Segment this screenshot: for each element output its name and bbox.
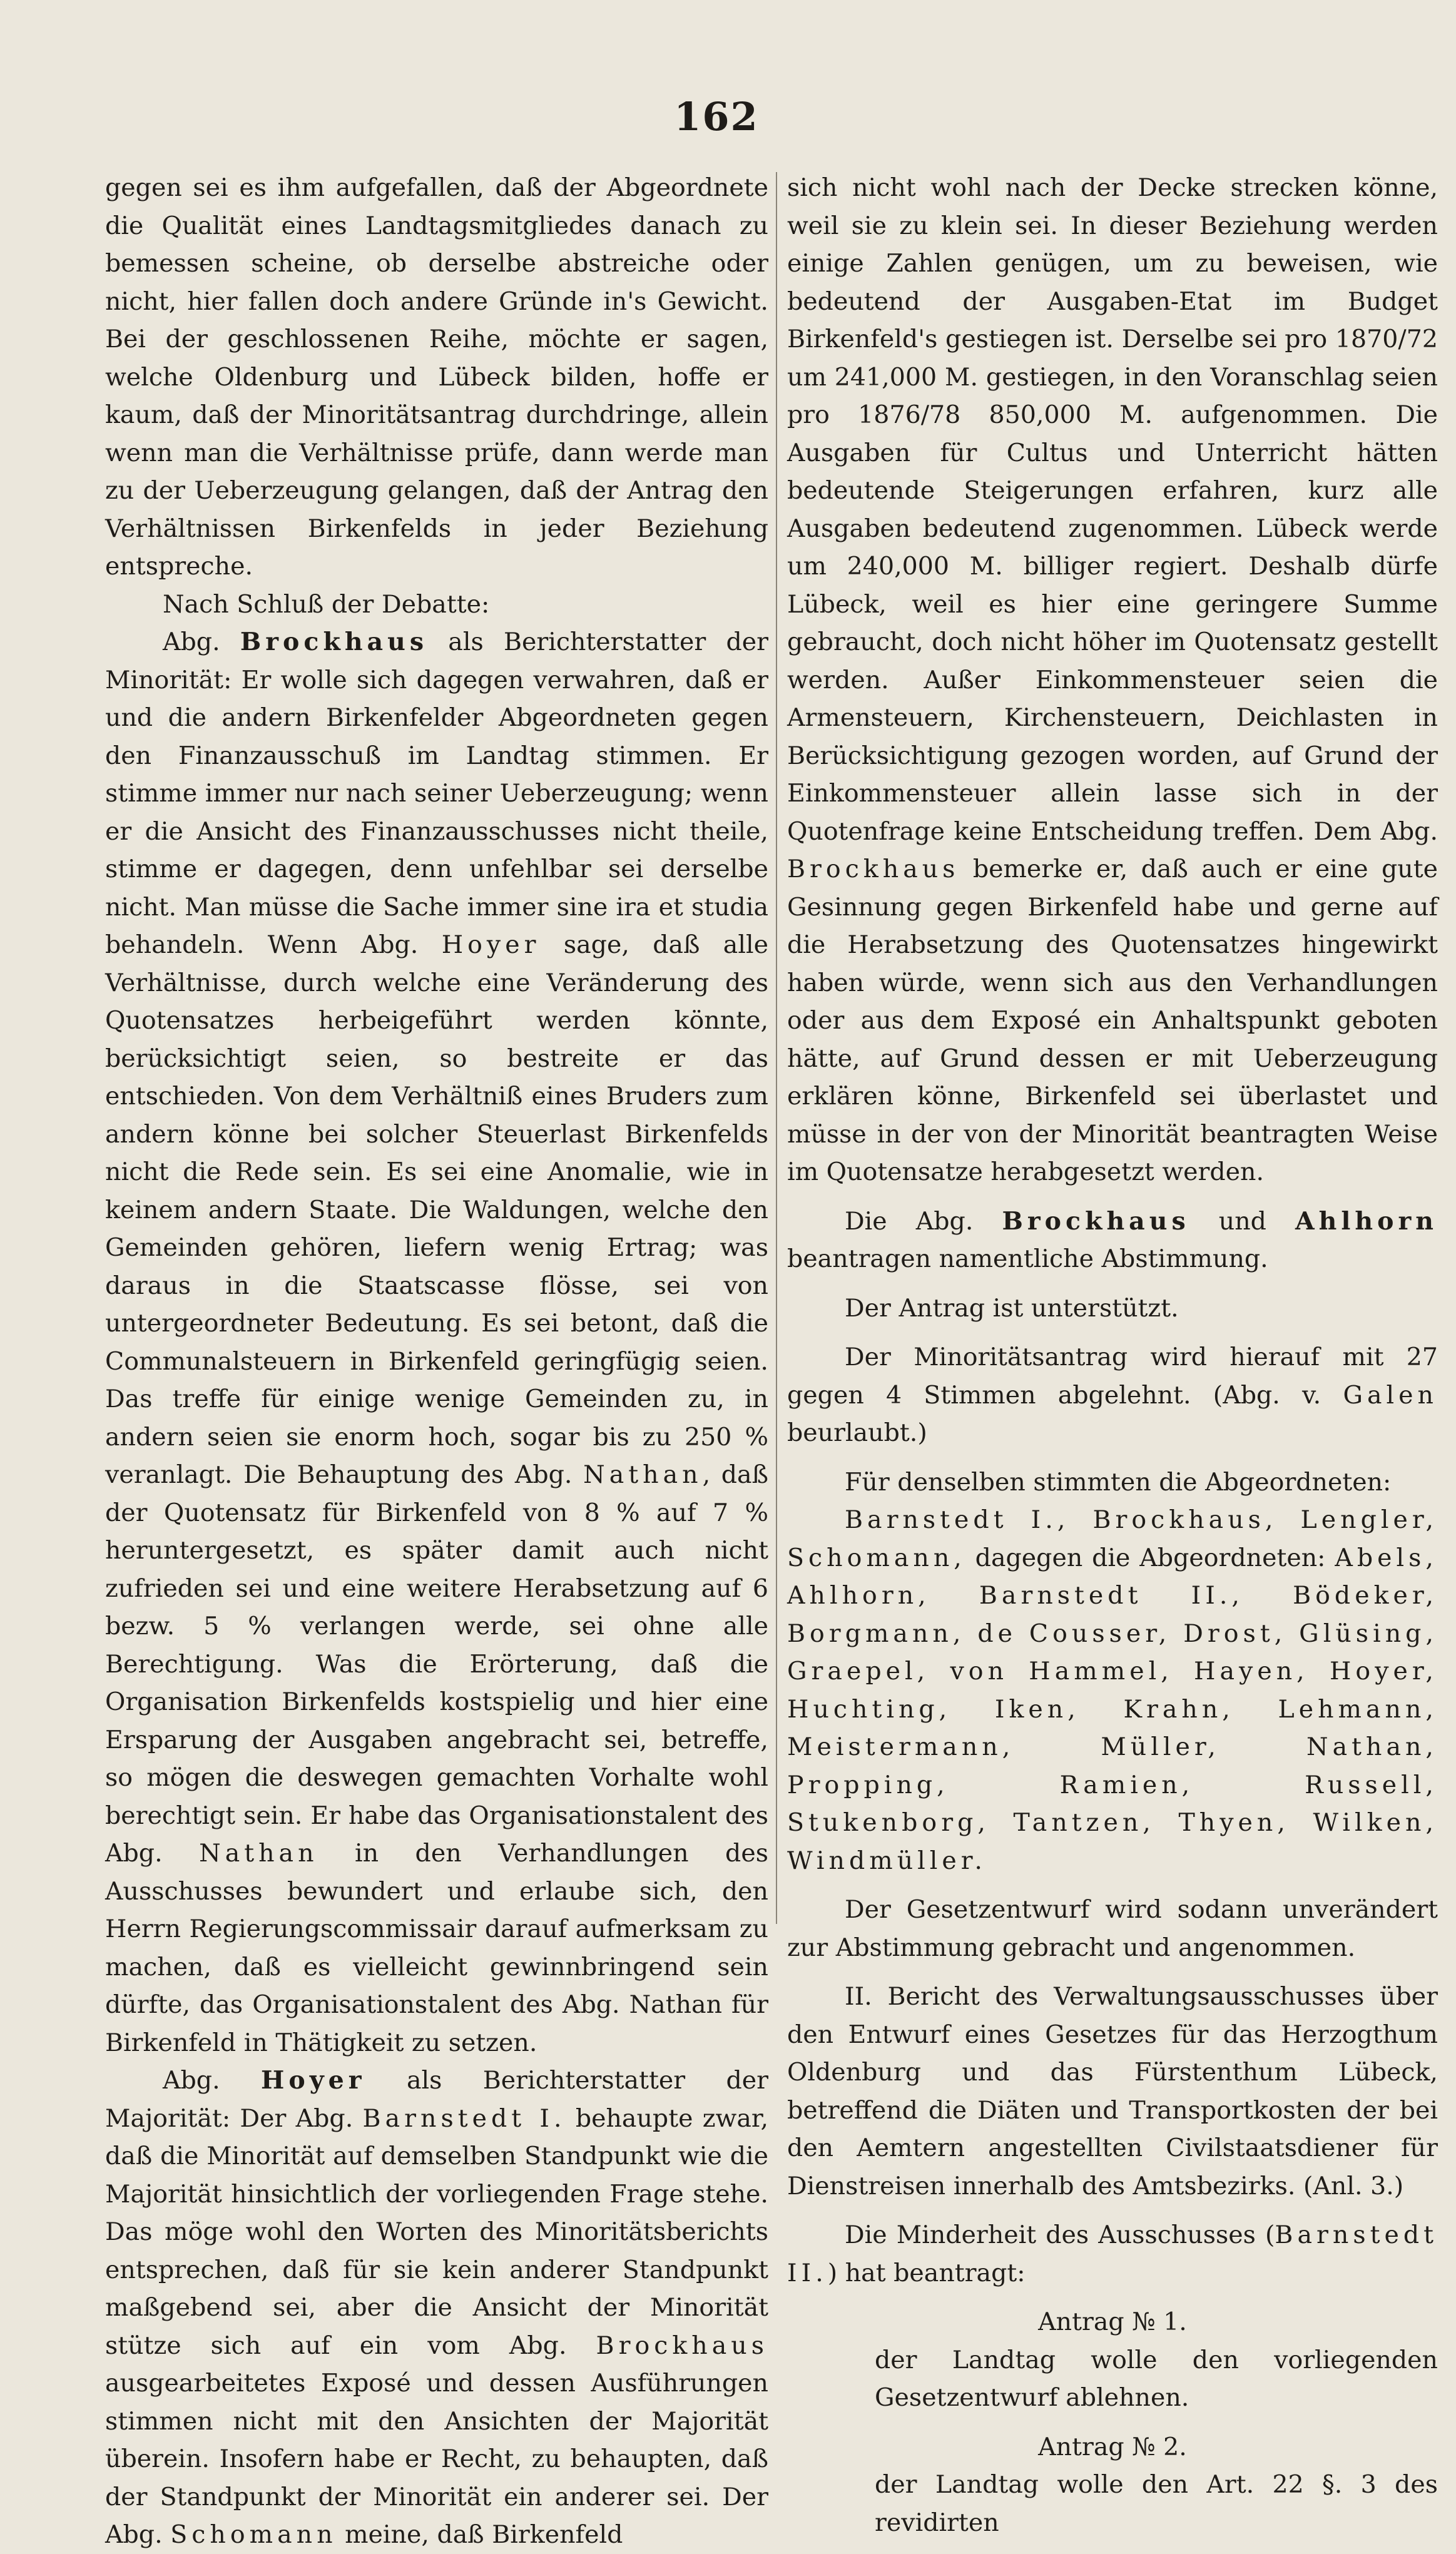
right-paragraph-8: II. Bericht des Verwaltungsausschusses über den Entwurf eines Gesetzes für das Herzogthum Oldenburg und das Fürstenthum Lübeck, betreffend die Diäten und Transportkosten der bei den Aemtern angestellten Civilstaatsdiener für Dienstreisen innerhalb des Amtsbezirks. (Anl. 3.)	[787, 1982, 1438, 2200]
member-name: Ahlhorn	[1295, 1206, 1438, 1236]
member-name: Barnstedt I.	[362, 2104, 566, 2133]
names-against: Abels, Ahlhorn, Barnstedt II., Bödeker, Borgmann, de Cousser, Drost, Glüsing, Graepel, von Hammel, Hayen, Hoyer, Huchting, Iken, Krahn, Lehmann, Meistermann, Müller, Nathan, Propping, Ramien, Russell, Stukenborg, Tantzen, Thyen, Wilken, Windmüller.	[787, 1543, 1438, 1875]
right-paragraph-7: Der Gesetzentwurf wird sodann unverändert zur Abstimmung gebracht und angenommen.	[787, 1895, 1438, 1962]
right-paragraph-1: sich nicht wohl nach der Decke strecken könne, weil sie zu klein sei. In dieser Beziehung werden einige Zahlen genügen, um zu beweisen, wie bedeutend der Ausgaben-Etat im Budget Birkenfeld's gestiegen ist. Derselbe sei pro 1870/72 um 241,000 M. gestiegen, in den Voranschlag seien pro 1876/78 850,000 M. aufgenommen. Die Ausgaben für Cultus und Unterricht hätten bedeutende Steigerungen erfahren, kurz alle Ausgaben bedeutend zugenommen. Lübeck werde um 240,000 M. billiger regiert. Deshalb dürfe Lübeck, weil es hier eine geringere Summe gebraucht, doch nicht höher im Quotensatz gestellt werden. Außer Einkommensteuer seien die Armensteuern, Kirchensteuern, Deichlasten in Berücksichtigung gezogen worden, auf Grund der Einkommensteuer allein lasse sich in der Quotenfrage keine Entscheidung treffen. Dem Abg. Brockhaus bemerke er, daß auch er eine gute Gesinnung gegen Birkenfeld habe und gerne auf die Herabsetzung des Quotensatzes hingewirkt haben würde, wenn sich aus den Verhandlungen oder aus dem Exposé ein Anhaltspunkt geboten hätte, auf Grund dessen er mit Ueberzeugung erklären könne, Birkenfeld sei überlastet und müsse in der von der Minorität beantragten Weise im Quotensatze herabgesetzt werden.	[787, 173, 1438, 1186]
right-column	[787, 169, 1438, 2537]
antrag-1-text: der Landtag wolle den vorliegenden Gesetzentwurf ablehnen.	[875, 2345, 1438, 2412]
member-name: Brockhaus	[1002, 1206, 1190, 1236]
left-column	[105, 169, 769, 2549]
antrag-1-heading: Antrag № 1.	[1038, 2307, 1187, 2336]
right-paragraph-6: Barnstedt I., Brockhaus, Lengler, Schomann, dagegen die Abgeordneten: Abels, Ahlhorn, Barnstedt II., Bödeker, Borgmann, de Cousser, Drost, Glüsing, Graepel, von Hammel, Hayen, Hoyer, Huchting, Iken, Krahn, Lehmann, Meistermann, Müller, Nathan, Propping, Ramien, Russell, Stukenborg, Tantzen, Thyen, Wilken, Windmüller.	[787, 1505, 1438, 1875]
right-paragraph-4: Der Minoritätsantrag wird hierauf mit 27 gegen 4 Stimmen abgelehnt. (Abg. v. Galen beurlaubt.)	[787, 1343, 1438, 1447]
column-divider	[776, 172, 777, 1924]
member-name: Hoyer	[441, 930, 541, 959]
antrag-2-heading: Antrag № 2.	[1038, 2432, 1187, 2461]
right-paragraph-2: Die Abg. Brockhaus und Ahlhorn beantragen namentliche Abstimmung.	[787, 1206, 1438, 1273]
member-name: Schomann	[170, 2520, 337, 2549]
speaker-name: Brockhaus	[240, 628, 429, 656]
left-paragraph-3: Abg. Brockhaus als Berichterstatter der Minorität: Er wolle sich dagegen verwahren, daß er und die andern Birkenfelder Abgeordneten gegen den Finanzausschuß im Landtag stimmen. Er stimme immer nur nach seiner Ueberzeugung; wenn er die Ansicht des Finanzausschusses nicht theile, stimme er dagegen, denn unfehlbar sei derselbe nicht. Man müsse die Sache immer sine ira et studia behandeln. Wenn Abg. Hoyer sage, daß alle Verhältnisse, durch welche eine Veränderung des Quotensatzes herbeigeführt werden könnte, berücksichtigt seien, so bestreite er das entschieden. Von dem Verhältniß eines Bruders zum andern könne bei solcher Steuerlast Birkenfelds nicht die Rede sein. Es sei eine Anomalie, wie in keinem andern Staate. Die Waldungen, welche den Gemeinden gehören, liefern wenig Ertrag; was daraus in die Staatscasse flösse, sei von untergeordneter Bedeutung. Es sei betont, daß die Communalsteuern in Birkenfeld geringfügig seien. Das treffe für einige wenige Gemeinden zu, in andern seien sie enorm hoch, sogar bis zu 250 % veranlagt. Die Behauptung des Abg. Nathan, daß der Quotensatz für Birkenfeld von 8 % auf 7 % heruntergesetzt, es später damit auch nicht zufrieden sei und eine weitere Herabsetzung auf 6 bezw. 5 % verlangen werde, sei ohne alle Berechtigung. Was die Erörterung, daß die Organisation Birkenfelds kostspielig und hier eine Ersparung der Ausgaben angebracht sei, betreffe, so mögen die deswegen gemachten Vorhalte wohl berechtigt sein. Er habe das Organisationstalent des Abg. Nathan in den Verhandlungen des Ausschusses bewundert und erlaube sich, den Herrn Regierungscommissair darauf aufmerksam zu machen, daß es vielleicht gewinnbringend sein dürfte, das Organisationstalent des Abg. Nathan für Birkenfeld in Thätigkeit zu setzen.	[105, 628, 768, 2057]
member-name: Brockhaus	[787, 855, 960, 883]
member-name: Brockhaus	[596, 2331, 768, 2360]
member-name: Galen	[1343, 1380, 1438, 1410]
antrag-2-text: der Landtag wolle den Art. 22 §. 3 des revidirten	[875, 2470, 1438, 2537]
speaker-name: Hoyer	[261, 2066, 366, 2095]
left-paragraph-4: Abg. Hoyer als Berichterstatter der Majorität: Der Abg. Barnstedt I. behaupte zwar, daß die Minorität auf demselben Standpunkt wie die Majorität hinsichtlich der vorliegenden Frage stehe. Das möge wohl den Worten des Minoritätsberichts entsprechen, daß für sie kein anderer Standpunkt maßgebend sei, aber die Ansicht der Minorität stütze sich auf ein vom Abg. Brockhaus ausgearbeitetes Exposé und dessen Ausführungen stimmen nicht mit den Ansichten der Majorität überein. Insofern habe er Recht, zu behaupten, daß der Standpunkt der Minorität ein anderer sei. Der Abg. Schomann meine, daß Birkenfeld	[105, 2066, 769, 2549]
left-paragraph-2: Nach Schluß der Debatte:	[163, 589, 490, 619]
member-name: Barnstedt II.	[787, 2221, 1438, 2287]
right-paragraph-9: Die Minderheit des Ausschusses (Barnstedt II.) hat beantragt:	[787, 2221, 1438, 2287]
page-number: 162	[674, 94, 759, 140]
right-paragraph-5: Für denselben stimmten die Abgeordneten:	[845, 1467, 1392, 1497]
right-paragraph-3: Der Antrag ist unterstützt.	[845, 1293, 1179, 1323]
member-name: Nathan	[199, 1839, 318, 1868]
left-paragraph-1: gegen sei es ihm aufgefallen, daß der Abgeordnete die Qualität eines Landtagsmitgliedes danach zu bemessen scheine, ob derselbe abstreiche oder nicht, hier fallen doch andere Gründe in's Gewicht. Bei der geschlossenen Reihe, möchte er sagen, welche Oldenburg und Lübeck bilden, hoffe er kaum, daß der Minoritätsantrag durchdringe, allein wenn man die Verhältnisse prüfe, dann werde man zu der Ueberzeugung gelangen, daß der Antrag den Verhältnissen Birkenfelds in jeder Beziehung entspreche.	[105, 173, 768, 581]
member-name: Nathan	[583, 1460, 703, 1489]
names-for: Barnstedt I., Brockhaus, Lengler, Schomann,	[787, 1505, 1438, 1572]
